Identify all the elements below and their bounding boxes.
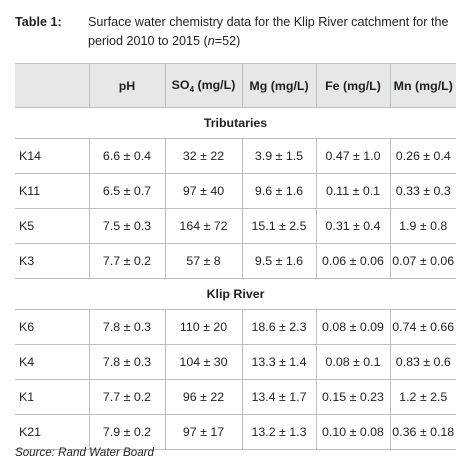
header-so4-main: SO xyxy=(171,77,190,92)
header-site xyxy=(15,64,89,108)
mg-cell: 13.3 ± 1.4 xyxy=(242,345,316,380)
site-cell: K1 xyxy=(19,390,35,404)
table-row xyxy=(15,244,456,279)
header-so4 xyxy=(165,64,242,108)
table-row xyxy=(15,345,456,380)
so4-cell: 164 ± 72 xyxy=(165,209,242,244)
header-fe: Fe (mg/L) xyxy=(316,64,390,108)
so4-cell: 110 ± 20 xyxy=(165,310,242,345)
mn-cell: 0.74 ± 0.66 xyxy=(390,310,456,345)
fe-cell: 0.06 ± 0.06 xyxy=(316,244,390,279)
header-ph: pH xyxy=(89,64,165,108)
fe-cell: 0.15 ± 0.23 xyxy=(316,380,390,415)
table-row xyxy=(15,380,456,415)
mg-cell: 15.1 ± 2.5 xyxy=(242,209,316,244)
mn-cell: 1.9 ± 0.8 xyxy=(390,209,456,244)
source-note: Source: Rand Water Board xyxy=(15,446,154,459)
fe-cell: 0.31 ± 0.4 xyxy=(316,209,390,244)
header-so4-unit: (mg/L) xyxy=(194,77,236,92)
mn-cell: 0.36 ± 0.18 xyxy=(390,415,456,450)
site-cell: K3 xyxy=(19,254,35,268)
mn-cell: 0.07 ± 0.06 xyxy=(390,244,456,279)
ph-cell: 7.8 ± 0.3 xyxy=(89,310,165,345)
ph-cell: 7.7 ± 0.2 xyxy=(89,244,165,279)
ph-cell: 7.9 ± 0.2 xyxy=(89,415,165,450)
water-chemistry-table xyxy=(15,63,456,450)
fe-cell: 0.08 ± 0.09 xyxy=(316,310,390,345)
ph-cell: 7.5 ± 0.3 xyxy=(89,209,165,244)
so4-cell: 57 ± 8 xyxy=(165,244,242,279)
table-title-tail: =52) xyxy=(214,34,241,48)
ph-cell: 6.6 ± 0.4 xyxy=(89,139,165,174)
site-cell: K14 xyxy=(19,149,42,163)
section-title: Klip River xyxy=(206,287,265,301)
table-row xyxy=(15,139,456,174)
so4-cell: 97 ± 17 xyxy=(165,415,242,450)
mg-cell: 13.2 ± 1.3 xyxy=(242,415,316,450)
section-row xyxy=(15,108,456,139)
table-title-n: n xyxy=(207,34,215,48)
site-cell: K6 xyxy=(19,320,35,334)
mg-cell: 3.9 ± 1.5 xyxy=(242,139,316,174)
table-label: Table 1: xyxy=(15,15,62,29)
header-row xyxy=(15,64,456,108)
table-title-main: Surface water chemistry data for the Klip River catchment for the period 2010 to 2015 ( xyxy=(88,15,449,48)
header-mn: Mn (mg/L) xyxy=(390,64,456,108)
header-mg: Mg (mg/L) xyxy=(242,64,316,108)
site-cell: K21 xyxy=(19,425,42,439)
fe-cell: 0.47 ± 1.0 xyxy=(316,139,390,174)
so4-cell: 32 ± 22 xyxy=(165,139,242,174)
table-title xyxy=(88,13,458,51)
table-row xyxy=(15,310,456,345)
table-row xyxy=(15,415,456,450)
table-row xyxy=(15,209,456,244)
table-row xyxy=(15,174,456,209)
site-cell: K4 xyxy=(19,355,35,369)
fe-cell: 0.10 ± 0.08 xyxy=(316,415,390,450)
so4-cell: 96 ± 22 xyxy=(165,380,242,415)
mn-cell: 0.83 ± 0.6 xyxy=(390,345,456,380)
mg-cell: 9.5 ± 1.6 xyxy=(242,244,316,279)
so4-cell: 104 ± 30 xyxy=(165,345,242,380)
mn-cell: 0.26 ± 0.4 xyxy=(390,139,456,174)
mg-cell: 9.6 ± 1.6 xyxy=(242,174,316,209)
section-row xyxy=(15,279,456,310)
mn-cell: 0.33 ± 0.3 xyxy=(390,174,456,209)
mg-cell: 18.6 ± 2.3 xyxy=(242,310,316,345)
mg-cell: 13.4 ± 1.7 xyxy=(242,380,316,415)
fe-cell: 0.08 ± 0.1 xyxy=(316,345,390,380)
section-title: Tributaries xyxy=(203,116,268,130)
site-cell: K5 xyxy=(19,219,35,233)
ph-cell: 7.7 ± 0.2 xyxy=(89,380,165,415)
header-so4-subscript: 4 xyxy=(189,84,195,94)
ph-cell: 7.8 ± 0.3 xyxy=(89,345,165,380)
fe-cell: 0.11 ± 0.1 xyxy=(316,174,390,209)
site-cell: K11 xyxy=(19,184,41,198)
ph-cell: 6.5 ± 0.7 xyxy=(89,174,165,209)
so4-cell: 97 ± 40 xyxy=(165,174,242,209)
mn-cell: 1.2 ± 2.5 xyxy=(390,380,456,415)
